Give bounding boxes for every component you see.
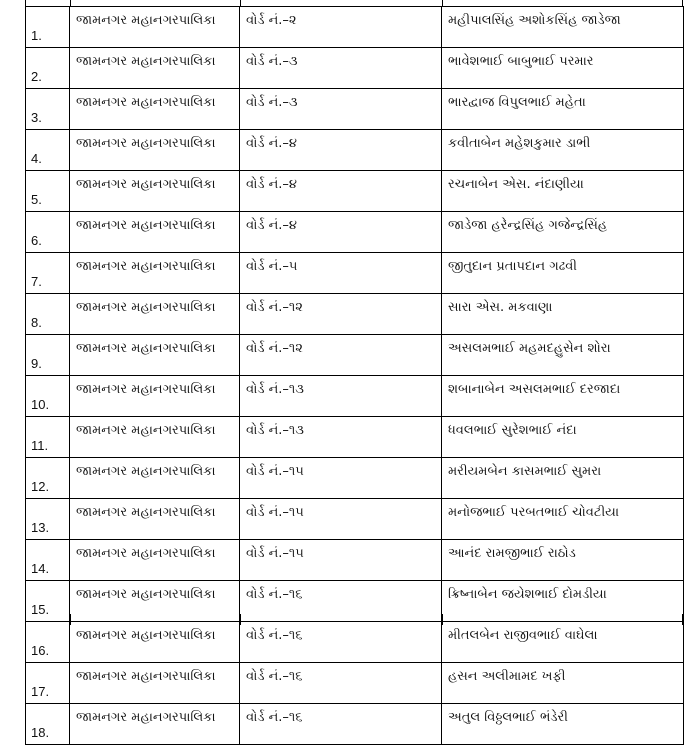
table-row <box>26 704 684 745</box>
ward-cell: વોર્ડ નં.–૧૫ <box>240 499 442 540</box>
table-row <box>26 253 684 294</box>
name-cell: જાડેજા હરેન્દ્રસિંહ ગજેન્દ્રસિંહ <box>442 212 684 253</box>
organization-cell: જામનગર મહાનગરપાલિકા <box>70 704 240 745</box>
organization-cell: જામનગર મહાનગરપાલિકા <box>70 417 240 458</box>
ward-cell: વોર્ડ નં.–૪ <box>240 212 442 253</box>
name-cell: અસલમભાઈ મહમદહુસેન શોરા <box>442 335 684 376</box>
organization-cell: જામનગર મહાનગરપાલિકા <box>70 458 240 499</box>
column-divider <box>442 614 443 625</box>
organization-cell: જામનગર મહાનગરપાલિકા <box>70 89 240 130</box>
organization-cell: જામનગર મહાનગરપાલિકા <box>70 663 240 704</box>
ward-cell: વોર્ડ નં.–૧૫ <box>240 458 442 499</box>
ward-cell: વોર્ડ નં.–૪ <box>240 130 442 171</box>
name-cell: ભારદ્વાજ વિપુલભાઈ મહેતા <box>442 89 684 130</box>
table-row <box>26 130 684 171</box>
serial-number-cell: 12. <box>26 458 70 499</box>
table-row <box>26 335 684 376</box>
organization-cell: જામનગર મહાનગરપાલિકા <box>70 171 240 212</box>
serial-number-cell: 14. <box>26 540 70 581</box>
serial-number-cell: 5. <box>26 171 70 212</box>
name-cell: સારા એસ. મકવાણા <box>442 294 684 335</box>
serial-number-cell: 3. <box>26 89 70 130</box>
serial-number-cell: 7. <box>26 253 70 294</box>
name-cell: જીતુદાન પ્રતાપદાન ગઢવી <box>442 253 684 294</box>
name-cell: મનોજભાઈ પરબતભાઈ ચોવટીયા <box>442 499 684 540</box>
organization-cell: જામનગર મહાનગરપાલિકા <box>70 499 240 540</box>
table-row <box>26 417 684 458</box>
serial-number-cell: 4. <box>26 130 70 171</box>
corporator-list-table <box>25 6 684 745</box>
serial-number-cell: 6. <box>26 212 70 253</box>
serial-number-cell: 9. <box>26 335 70 376</box>
serial-number-cell: 15. <box>26 581 70 622</box>
table-row <box>26 212 684 253</box>
table-row <box>26 376 684 417</box>
name-cell: મહીપાલસિંહ અશોકસિંહ જાડેજા <box>442 7 684 48</box>
ward-cell: વોર્ડ નં.–૪ <box>240 171 442 212</box>
name-cell: મરીયમબેન કાસમભાઈ સુમરા <box>442 458 684 499</box>
table-row <box>26 458 684 499</box>
table-row <box>26 48 684 89</box>
serial-number-cell: 8. <box>26 294 70 335</box>
serial-number-cell: 17. <box>26 663 70 704</box>
organization-cell: જામનગર મહાનગરપાલિકા <box>70 540 240 581</box>
name-cell: આનંદ રામજીભાઈ રાઠોડ <box>442 540 684 581</box>
organization-cell: જામનગર મહાનગરપાલિકા <box>70 48 240 89</box>
ward-cell: વોર્ડ નં.–૧૫ <box>240 540 442 581</box>
organization-cell: જામનગર મહાનગરપાલિકા <box>70 622 240 663</box>
table-bottom-cut-edge <box>25 614 683 625</box>
serial-number-cell: 13. <box>26 499 70 540</box>
ward-cell: વોર્ડ નં.–૧૨ <box>240 335 442 376</box>
table-body <box>26 7 684 745</box>
name-cell: રચનાબેન એસ. નંદાણીયા <box>442 171 684 212</box>
name-cell: ભાવેશભાઈ બાબુભાઈ પરમાર <box>442 48 684 89</box>
ward-cell: વોર્ડ નં.–૧૬ <box>240 663 442 704</box>
name-cell: શબાનાબેન અસલમભાઈ દરજાદા <box>442 376 684 417</box>
organization-cell: જામનગર મહાનગરપાલિકા <box>70 581 240 622</box>
table-row <box>26 540 684 581</box>
organization-cell: જામનગર મહાનગરપાલિકા <box>70 7 240 48</box>
ward-cell: વોર્ડ નં.–૧૩ <box>240 376 442 417</box>
serial-number-cell: 18. <box>26 704 70 745</box>
name-cell: કવીતાબેન મહેશકુમાર ડાભી <box>442 130 684 171</box>
organization-cell: જામનગર મહાનગરપાલિકા <box>70 376 240 417</box>
organization-cell: જામનગર મહાનગરપાલિકા <box>70 335 240 376</box>
name-cell: ધવલભાઈ સુરેશભાઈ નંદા <box>442 417 684 458</box>
table-row <box>26 663 684 704</box>
column-divider <box>70 614 71 625</box>
name-cell: મીતલબેન રાજીવભાઈ વાઘેલા <box>442 622 684 663</box>
serial-number-cell: 10. <box>26 376 70 417</box>
ward-cell: વોર્ડ નં.–૫ <box>240 253 442 294</box>
name-cell: હસન અલીમામદ ખફી <box>442 663 684 704</box>
table-row <box>26 171 684 212</box>
column-divider <box>240 614 241 625</box>
organization-cell: જામનગર મહાનગરપાલિકા <box>70 294 240 335</box>
serial-number-cell: 16. <box>26 622 70 663</box>
organization-cell: જામનગર મહાનગરપાલિકા <box>70 253 240 294</box>
organization-cell: જામનગર મહાનગરપાલિકા <box>70 130 240 171</box>
serial-number-cell: 1. <box>26 7 70 48</box>
ward-cell: વોર્ડ નં.–૨ <box>240 7 442 48</box>
ward-cell: વોર્ડ નં.–૧૬ <box>240 622 442 663</box>
ward-cell: વોર્ડ નં.–૧૨ <box>240 294 442 335</box>
table-row <box>26 622 684 663</box>
ward-cell: વોર્ડ નં.–૧૬ <box>240 704 442 745</box>
table-row <box>26 89 684 130</box>
table-row <box>26 499 684 540</box>
organization-cell: જામનગર મહાનગરપાલિકા <box>70 212 240 253</box>
ward-cell: વોર્ડ નં.–૧૩ <box>240 417 442 458</box>
table-row <box>26 294 684 335</box>
name-cell: ક્રિષ્નાબેન જયેશભાઈ દોમડીયા <box>442 581 684 622</box>
ward-cell: વોર્ડ નં.–૧૬ <box>240 581 442 622</box>
ward-cell: વોર્ડ નં.–૩ <box>240 48 442 89</box>
ward-cell: વોર્ડ નં.–૩ <box>240 89 442 130</box>
serial-number-cell: 11. <box>26 417 70 458</box>
name-cell: અતુલ વિઠ્ઠલભાઈ ભંડેરી <box>442 704 684 745</box>
serial-number-cell: 2. <box>26 48 70 89</box>
table-row <box>26 7 684 48</box>
